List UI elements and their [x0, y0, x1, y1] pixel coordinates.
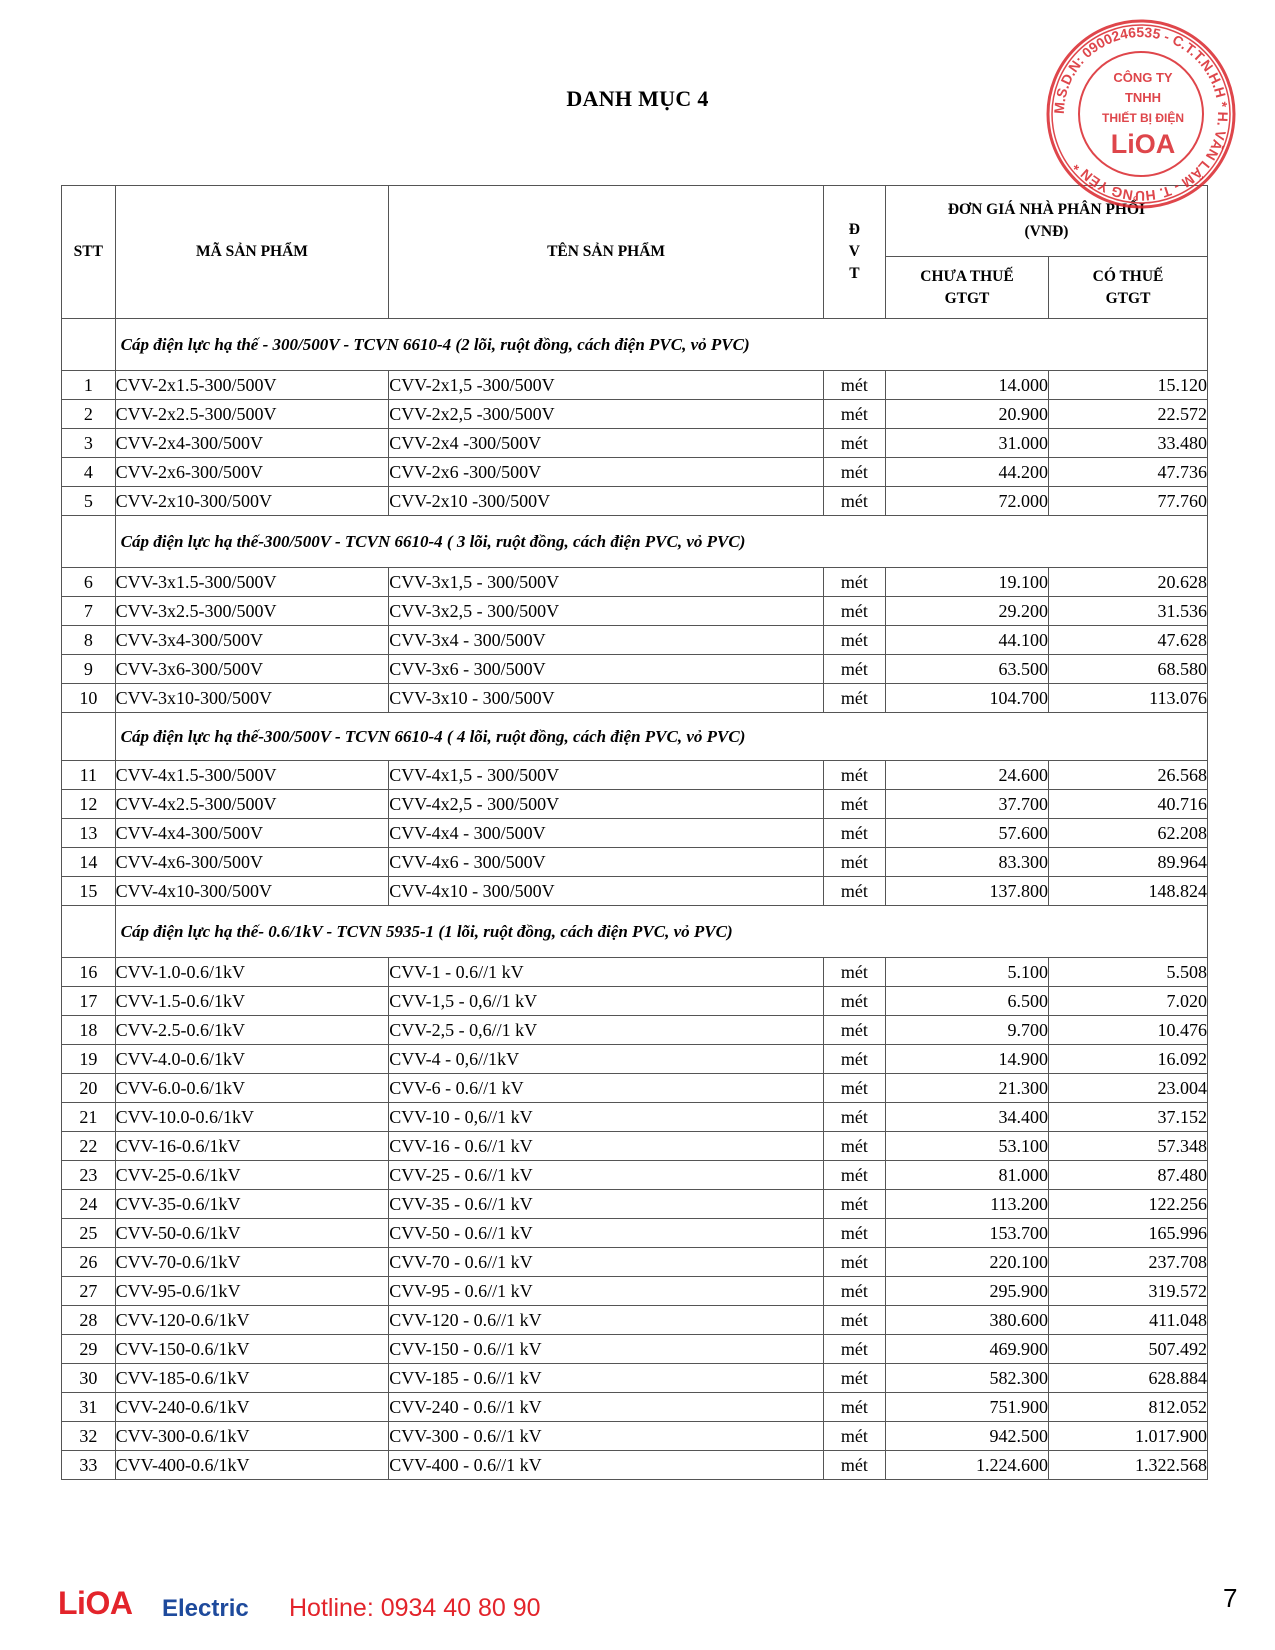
row-unit: mét	[823, 655, 885, 684]
row-price-incl-vat: 122.256	[1049, 1190, 1208, 1219]
row-price-incl-vat: 47.628	[1049, 626, 1208, 655]
row-product-name: CVV-185 - 0.6//1 kV	[389, 1364, 824, 1393]
row-price-incl-vat: 68.580	[1049, 655, 1208, 684]
row-product-code: CVV-3x10-300/500V	[115, 684, 389, 713]
header-price-line: (VNĐ)	[1024, 223, 1069, 240]
row-price-incl-vat: 319.572	[1049, 1277, 1208, 1306]
row-product-name: CVV-2x10 -300/500V	[389, 487, 824, 516]
row-price-excl-vat: 20.900	[885, 400, 1048, 429]
row-unit: mét	[823, 1422, 885, 1451]
header-unit-line: T	[849, 265, 860, 282]
row-price-excl-vat: 5.100	[885, 958, 1048, 987]
row-price-excl-vat: 153.700	[885, 1219, 1048, 1248]
section-stt-cell	[62, 516, 116, 568]
row-stt: 18	[62, 1016, 116, 1045]
row-price-incl-vat: 26.568	[1049, 761, 1208, 790]
row-stt: 28	[62, 1306, 116, 1335]
row-price-incl-vat: 10.476	[1049, 1016, 1208, 1045]
row-price-incl-vat: 165.996	[1049, 1219, 1208, 1248]
row-product-code: CVV-35-0.6/1kV	[115, 1190, 389, 1219]
section-stt-cell	[62, 906, 116, 958]
seal-logo-text: LiOA	[1110, 129, 1176, 159]
row-price-incl-vat: 40.716	[1049, 790, 1208, 819]
row-unit: mét	[823, 626, 885, 655]
row-product-name: CVV-6 - 0.6//1 kV	[389, 1074, 824, 1103]
row-price-excl-vat: 751.900	[885, 1393, 1048, 1422]
table-row	[62, 958, 1208, 987]
row-product-name: CVV-2,5 - 0,6//1 kV	[389, 1016, 824, 1045]
row-price-excl-vat: 34.400	[885, 1103, 1048, 1132]
row-product-name: CVV-25 - 0.6//1 kV	[389, 1161, 824, 1190]
row-stt: 26	[62, 1248, 116, 1277]
section-row	[62, 906, 1208, 958]
row-product-code: CVV-150-0.6/1kV	[115, 1335, 389, 1364]
table-row	[62, 568, 1208, 597]
seal-line: THIẾT BỊ ĐIỆN	[1101, 111, 1185, 125]
row-product-code: CVV-4x2.5-300/500V	[115, 790, 389, 819]
table-row	[62, 1074, 1208, 1103]
row-price-incl-vat: 1.322.568	[1049, 1451, 1208, 1480]
row-price-incl-vat: 507.492	[1049, 1335, 1208, 1364]
row-unit: mét	[823, 1306, 885, 1335]
header-unit-line: V	[848, 243, 860, 260]
table-row	[62, 1422, 1208, 1451]
row-unit: mét	[823, 400, 885, 429]
row-stt: 8	[62, 626, 116, 655]
header-price-excl-vat	[885, 257, 1048, 319]
row-stt: 9	[62, 655, 116, 684]
row-stt: 15	[62, 877, 116, 906]
row-product-name: CVV-4x1,5 - 300/500V	[389, 761, 824, 790]
row-unit: mét	[823, 1132, 885, 1161]
table-row	[62, 987, 1208, 1016]
row-product-name: CVV-10 - 0,6//1 kV	[389, 1103, 824, 1132]
row-price-incl-vat: 33.480	[1049, 429, 1208, 458]
row-price-excl-vat: 63.500	[885, 655, 1048, 684]
row-product-name: CVV-3x6 - 300/500V	[389, 655, 824, 684]
row-price-excl-vat: 19.100	[885, 568, 1048, 597]
row-stt: 33	[62, 1451, 116, 1480]
row-unit: mét	[823, 1161, 885, 1190]
row-stt: 24	[62, 1190, 116, 1219]
company-seal	[1041, 14, 1241, 214]
lioa-electric-wordmark: Electric	[162, 1595, 249, 1622]
page-number: 7	[1223, 1583, 1238, 1613]
row-product-name: CVV-3x4 - 300/500V	[389, 626, 824, 655]
row-product-code: CVV-3x1.5-300/500V	[115, 568, 389, 597]
table-row	[62, 1132, 1208, 1161]
header-product-code: MÃ SẢN PHẨM	[115, 186, 389, 319]
table-row	[62, 1190, 1208, 1219]
row-product-code: CVV-2x4-300/500V	[115, 429, 389, 458]
row-product-code: CVV-4.0-0.6/1kV	[115, 1045, 389, 1074]
row-price-excl-vat: 104.700	[885, 684, 1048, 713]
row-price-incl-vat: 237.708	[1049, 1248, 1208, 1277]
row-product-name: CVV-70 - 0.6//1 kV	[389, 1248, 824, 1277]
row-product-code: CVV-185-0.6/1kV	[115, 1364, 389, 1393]
row-product-code: CVV-1.5-0.6/1kV	[115, 987, 389, 1016]
row-product-code: CVV-2x1.5-300/500V	[115, 371, 389, 400]
section-row	[62, 319, 1208, 371]
page-title: DANH MỤC 4	[566, 86, 709, 111]
row-price-excl-vat: 72.000	[885, 487, 1048, 516]
row-product-name: CVV-3x2,5 - 300/500V	[389, 597, 824, 626]
row-product-code: CVV-120-0.6/1kV	[115, 1306, 389, 1335]
row-product-code: CVV-6.0-0.6/1kV	[115, 1074, 389, 1103]
table-row	[62, 655, 1208, 684]
section-title: Cáp điện lực hạ thế-300/500V - TCVN 6610-4 ( 4 lõi, ruột đồng, cách điện PVC, vỏ PVC)	[115, 713, 1207, 761]
header-product-name: TÊN SẢN PHẨM	[389, 186, 824, 319]
row-product-code: CVV-2x2.5-300/500V	[115, 400, 389, 429]
header-stt: STT	[62, 186, 116, 319]
row-price-incl-vat: 1.017.900	[1049, 1422, 1208, 1451]
row-product-name: CVV-2x1,5 -300/500V	[389, 371, 824, 400]
row-unit: mét	[823, 487, 885, 516]
row-product-code: CVV-70-0.6/1kV	[115, 1248, 389, 1277]
row-price-excl-vat: 220.100	[885, 1248, 1048, 1277]
row-price-incl-vat: 5.508	[1049, 958, 1208, 987]
seal-ring-text: M.S.D.N: 0900246535 - C.T.T.N.H.H * H. VĂN LÂM - T. HƯNG YÊN *	[1050, 23, 1232, 205]
row-stt: 14	[62, 848, 116, 877]
row-price-excl-vat: 295.900	[885, 1277, 1048, 1306]
row-unit: mét	[823, 1045, 885, 1074]
row-product-name: CVV-35 - 0.6//1 kV	[389, 1190, 824, 1219]
row-product-name: CVV-300 - 0.6//1 kV	[389, 1422, 824, 1451]
row-stt: 21	[62, 1103, 116, 1132]
row-stt: 7	[62, 597, 116, 626]
row-price-incl-vat: 89.964	[1049, 848, 1208, 877]
row-price-excl-vat: 24.600	[885, 761, 1048, 790]
row-stt: 20	[62, 1074, 116, 1103]
row-unit: mét	[823, 1451, 885, 1480]
row-stt: 25	[62, 1219, 116, 1248]
row-stt: 29	[62, 1335, 116, 1364]
row-product-name: CVV-2x4 -300/500V	[389, 429, 824, 458]
row-stt: 27	[62, 1277, 116, 1306]
row-price-excl-vat: 53.100	[885, 1132, 1048, 1161]
row-product-name: CVV-1 - 0.6//1 kV	[389, 958, 824, 987]
row-unit: mét	[823, 1277, 885, 1306]
row-unit: mét	[823, 1074, 885, 1103]
section-stt-cell	[62, 713, 116, 761]
table-row	[62, 597, 1208, 626]
table-row	[62, 819, 1208, 848]
row-unit: mét	[823, 1016, 885, 1045]
row-price-incl-vat: 87.480	[1049, 1161, 1208, 1190]
table-row	[62, 1364, 1208, 1393]
row-unit: mét	[823, 597, 885, 626]
price-table	[61, 185, 1208, 1480]
footer-hotline: Hotline: 0934 40 80 90	[289, 1594, 541, 1622]
row-price-incl-vat: 20.628	[1049, 568, 1208, 597]
row-stt: 22	[62, 1132, 116, 1161]
table-row	[62, 1277, 1208, 1306]
row-unit: mét	[823, 429, 885, 458]
row-stt: 2	[62, 400, 116, 429]
table-row	[62, 848, 1208, 877]
row-product-code: CVV-4x6-300/500V	[115, 848, 389, 877]
row-product-code: CVV-400-0.6/1kV	[115, 1451, 389, 1480]
row-price-excl-vat: 44.200	[885, 458, 1048, 487]
row-stt: 6	[62, 568, 116, 597]
row-price-incl-vat: 812.052	[1049, 1393, 1208, 1422]
row-price-incl-vat: 411.048	[1049, 1306, 1208, 1335]
row-price-incl-vat: 15.120	[1049, 371, 1208, 400]
row-unit: mét	[823, 958, 885, 987]
section-title: Cáp điện lực hạ thế-300/500V - TCVN 6610-4 ( 3 lõi, ruột đồng, cách điện PVC, vỏ PVC)	[115, 516, 1207, 568]
row-product-name: CVV-4x6 - 300/500V	[389, 848, 824, 877]
row-unit: mét	[823, 1335, 885, 1364]
row-product-code: CVV-240-0.6/1kV	[115, 1393, 389, 1422]
section-stt-cell	[62, 319, 116, 371]
row-price-excl-vat: 81.000	[885, 1161, 1048, 1190]
table-row	[62, 1103, 1208, 1132]
row-product-code: CVV-2x6-300/500V	[115, 458, 389, 487]
header-price-line: CÓ THUẾ	[1092, 267, 1164, 285]
table-row	[62, 790, 1208, 819]
table-row	[62, 1451, 1208, 1480]
row-stt: 13	[62, 819, 116, 848]
row-product-name: CVV-2x6 -300/500V	[389, 458, 824, 487]
row-price-excl-vat: 9.700	[885, 1016, 1048, 1045]
table-row	[62, 429, 1208, 458]
section-title: Cáp điện lực hạ thế- 0.6/1kV - TCVN 5935-1 (1 lõi, ruột đồng, cách điện PVC, vỏ PVC)	[115, 906, 1207, 958]
row-stt: 16	[62, 958, 116, 987]
row-price-excl-vat: 44.100	[885, 626, 1048, 655]
row-unit: mét	[823, 819, 885, 848]
row-product-code: CVV-300-0.6/1kV	[115, 1422, 389, 1451]
row-product-name: CVV-4x4 - 300/500V	[389, 819, 824, 848]
row-price-incl-vat: 31.536	[1049, 597, 1208, 626]
row-price-excl-vat: 21.300	[885, 1074, 1048, 1103]
row-price-excl-vat: 1.224.600	[885, 1451, 1048, 1480]
row-unit: mét	[823, 371, 885, 400]
row-unit: mét	[823, 761, 885, 790]
table-row	[62, 761, 1208, 790]
row-product-code: CVV-3x4-300/500V	[115, 626, 389, 655]
row-product-name: CVV-95 - 0.6//1 kV	[389, 1277, 824, 1306]
row-product-name: CVV-16 - 0.6//1 kV	[389, 1132, 824, 1161]
row-unit: mét	[823, 1190, 885, 1219]
header-unit	[823, 186, 885, 319]
row-product-code: CVV-50-0.6/1kV	[115, 1219, 389, 1248]
row-stt: 32	[62, 1422, 116, 1451]
header-price-line: ĐƠN GIÁ NHÀ PHÂN PHỐI	[947, 201, 1146, 218]
table-row	[62, 1016, 1208, 1045]
row-stt: 10	[62, 684, 116, 713]
row-product-name: CVV-4 - 0,6//1kV	[389, 1045, 824, 1074]
row-product-code: CVV-3x2.5-300/500V	[115, 597, 389, 626]
table-row	[62, 371, 1208, 400]
header-price-line: GTGT	[1105, 289, 1151, 307]
row-product-name: CVV-4x10 - 300/500V	[389, 877, 824, 906]
seal-line: TNHH	[1124, 90, 1162, 105]
seal-line: CÔNG TY	[1113, 70, 1173, 85]
row-price-excl-vat: 37.700	[885, 790, 1048, 819]
row-unit: mét	[823, 568, 885, 597]
row-product-code: CVV-2.5-0.6/1kV	[115, 1016, 389, 1045]
row-product-code: CVV-4x4-300/500V	[115, 819, 389, 848]
row-price-excl-vat: 942.500	[885, 1422, 1048, 1451]
row-price-incl-vat: 7.020	[1049, 987, 1208, 1016]
table-row	[62, 1161, 1208, 1190]
row-product-code: CVV-95-0.6/1kV	[115, 1277, 389, 1306]
row-price-incl-vat: 113.076	[1049, 684, 1208, 713]
row-price-incl-vat: 77.760	[1049, 487, 1208, 516]
row-product-name: CVV-3x1,5 - 300/500V	[389, 568, 824, 597]
row-price-excl-vat: 113.200	[885, 1190, 1048, 1219]
row-price-incl-vat: 148.824	[1049, 877, 1208, 906]
row-price-incl-vat: 16.092	[1049, 1045, 1208, 1074]
row-price-excl-vat: 582.300	[885, 1364, 1048, 1393]
row-unit: mét	[823, 458, 885, 487]
row-unit: mét	[823, 790, 885, 819]
row-price-excl-vat: 6.500	[885, 987, 1048, 1016]
row-price-excl-vat: 380.600	[885, 1306, 1048, 1335]
row-product-code: CVV-2x10-300/500V	[115, 487, 389, 516]
section-row	[62, 516, 1208, 568]
row-unit: mét	[823, 1393, 885, 1422]
row-product-code: CVV-1.0-0.6/1kV	[115, 958, 389, 987]
row-product-name: CVV-50 - 0.6//1 kV	[389, 1219, 824, 1248]
row-stt: 17	[62, 987, 116, 1016]
table-row	[62, 1393, 1208, 1422]
row-product-code: CVV-3x6-300/500V	[115, 655, 389, 684]
row-stt: 31	[62, 1393, 116, 1422]
table-row	[62, 1248, 1208, 1277]
header-price-line: GTGT	[944, 289, 990, 307]
table-row	[62, 684, 1208, 713]
lioa-logo: LiOA	[58, 1585, 133, 1621]
row-stt: 3	[62, 429, 116, 458]
row-product-name: CVV-4x2,5 - 300/500V	[389, 790, 824, 819]
row-price-incl-vat: 22.572	[1049, 400, 1208, 429]
row-price-excl-vat: 469.900	[885, 1335, 1048, 1364]
row-product-name: CVV-120 - 0.6//1 kV	[389, 1306, 824, 1335]
row-price-excl-vat: 137.800	[885, 877, 1048, 906]
row-stt: 30	[62, 1364, 116, 1393]
row-unit: mét	[823, 1248, 885, 1277]
table-row	[62, 458, 1208, 487]
row-price-excl-vat: 83.300	[885, 848, 1048, 877]
row-unit: mét	[823, 848, 885, 877]
row-product-name: CVV-1,5 - 0,6//1 kV	[389, 987, 824, 1016]
row-price-excl-vat: 14.900	[885, 1045, 1048, 1074]
header-unit-line: Đ	[848, 221, 860, 238]
header-price-line: CHƯA THUẾ	[920, 267, 1014, 285]
row-product-name: CVV-3x10 - 300/500V	[389, 684, 824, 713]
row-stt: 11	[62, 761, 116, 790]
table-row	[62, 487, 1208, 516]
table-row	[62, 1045, 1208, 1074]
row-stt: 12	[62, 790, 116, 819]
row-price-incl-vat: 23.004	[1049, 1074, 1208, 1103]
row-stt: 23	[62, 1161, 116, 1190]
row-product-name: CVV-150 - 0.6//1 kV	[389, 1335, 824, 1364]
row-price-excl-vat: 57.600	[885, 819, 1048, 848]
table-row	[62, 626, 1208, 655]
row-unit: mét	[823, 987, 885, 1016]
table-body	[62, 319, 1208, 1480]
row-product-name: CVV-240 - 0.6//1 kV	[389, 1393, 824, 1422]
row-unit: mét	[823, 684, 885, 713]
row-product-code: CVV-16-0.6/1kV	[115, 1132, 389, 1161]
row-product-code: CVV-25-0.6/1kV	[115, 1161, 389, 1190]
row-price-excl-vat: 31.000	[885, 429, 1048, 458]
row-price-excl-vat: 29.200	[885, 597, 1048, 626]
row-price-incl-vat: 62.208	[1049, 819, 1208, 848]
row-unit: mét	[823, 1364, 885, 1393]
row-product-code: CVV-10.0-0.6/1kV	[115, 1103, 389, 1132]
table-row	[62, 1219, 1208, 1248]
table-row	[62, 1306, 1208, 1335]
row-product-code: CVV-4x1.5-300/500V	[115, 761, 389, 790]
row-unit: mét	[823, 1219, 885, 1248]
row-price-excl-vat: 14.000	[885, 371, 1048, 400]
table-row	[62, 400, 1208, 429]
row-price-incl-vat: 628.884	[1049, 1364, 1208, 1393]
table-row	[62, 877, 1208, 906]
row-stt: 5	[62, 487, 116, 516]
table-row	[62, 1335, 1208, 1364]
section-row	[62, 713, 1208, 761]
section-title: Cáp điện lực hạ thế - 300/500V - TCVN 6610-4 (2 lõi, ruột đồng, cách điện PVC, vỏ PVC)	[115, 319, 1207, 371]
row-stt: 1	[62, 371, 116, 400]
row-product-name: CVV-400 - 0.6//1 kV	[389, 1451, 824, 1480]
row-unit: mét	[823, 1103, 885, 1132]
row-price-incl-vat: 57.348	[1049, 1132, 1208, 1161]
row-unit: mét	[823, 877, 885, 906]
row-price-incl-vat: 37.152	[1049, 1103, 1208, 1132]
row-stt: 19	[62, 1045, 116, 1074]
header-price-incl-vat	[1049, 257, 1208, 319]
row-price-incl-vat: 47.736	[1049, 458, 1208, 487]
row-stt: 4	[62, 458, 116, 487]
row-product-code: CVV-4x10-300/500V	[115, 877, 389, 906]
row-product-name: CVV-2x2,5 -300/500V	[389, 400, 824, 429]
